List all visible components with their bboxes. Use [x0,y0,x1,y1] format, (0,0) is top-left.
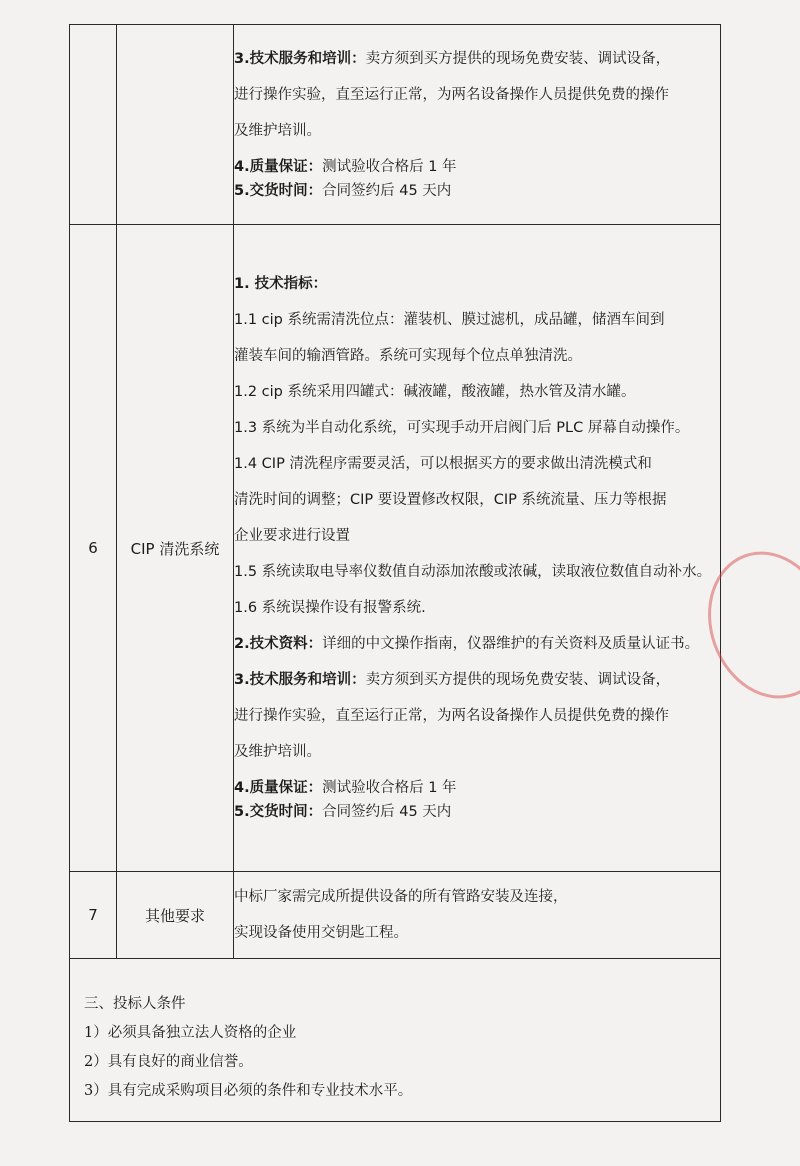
condition-item: 1）必须具备独立法人资格的企业 [84,1025,297,1041]
requirements-cell [234,225,721,872]
requirement-line: 3.技术服务和培训：卖方须到买方提供的现场免费安装、调试设备， [234,672,671,688]
condition-item: 3）具有完成采购项目必须的条件和专业技术水平。 [84,1083,413,1099]
requirement-line: 进行操作实验，直至运行正常，为两名设备操作人员提供免费的操作 [234,708,669,724]
requirement-line: 实现设备使用交钥匙工程。 [234,925,408,941]
row-number-cell [70,25,117,225]
bidder-conditions-section [69,958,721,1122]
requirement-line: 1.5 系统读取电导率仪数值自动添加浓酸或浓碱，读取液位数值自动补水。 [234,564,712,580]
condition-item: 2）具有良好的商业信誉。 [84,1054,253,1070]
requirements-cell [234,25,721,225]
requirement-line: 及维护培训。 [234,744,321,760]
requirement-line: 清洗时间的调整；CIP 要设置修改权限，CIP 系统流量、压力等根据 [234,492,667,508]
requirement-line: 4.质量保证：测试验收合格后 1 年 [234,780,457,796]
requirement-line: 企业要求进行设置 [234,528,350,544]
item-name-cell [117,25,234,225]
item-name-cell: 其他要求 [117,872,234,959]
requirement-line: 4.质量保证：测试验收合格后 1 年 [234,158,457,175]
table-row [70,225,721,872]
requirements-cell [234,872,721,959]
requirement-line: 进行操作实验，直至运行正常，为两名设备操作人员提供免费的操作 [234,86,669,103]
row-number-cell: 6 [70,225,117,872]
requirement-line: 中标厂家需完成所提供设备的所有管路安装及连接， [234,889,568,905]
requirement-line: 灌装车间的输酒管路。系统可实现每个位点单独清洗。 [234,348,582,364]
row-number-cell: 7 [70,872,117,959]
requirement-line: 3.技术服务和培训：卖方须到买方提供的现场免费安装、调试设备， [234,50,671,67]
table-row [70,872,721,959]
requirement-line: 1. 技术指标： [234,276,328,292]
requirement-line: 5.交货时间：合同签约后 45 天内 [234,182,452,199]
table-row [70,25,721,225]
spec-table [69,24,721,959]
section-heading: 三、投标人条件 [84,996,186,1012]
requirement-line: 5.交货时间：合同签约后 45 天内 [234,804,452,820]
requirement-line: 1.1 cip 系统需清洗位点：灌装机、膜过滤机，成品罐，储酒车间到 [234,312,665,328]
requirement-line: 1.4 CIP 清洗程序需要灵活，可以根据买方的要求做出清洗模式和 [234,456,652,472]
requirement-line: 1.3 系统为半自动化系统，可实现手动开启阀门后 PLC 屏幕自动操作。 [234,420,690,436]
requirement-line: 1.6 系统误操作设有报警系统. [234,600,426,616]
item-name-cell: CIP 清洗系统 [117,225,234,872]
requirement-line: 2.技术资料：详细的中文操作指南，仪器维护的有关资料及质量认证书。 [234,636,700,652]
requirement-line: 及维护培训。 [234,122,321,139]
requirement-line: 1.2 cip 系统采用四罐式：碱液罐，酸液罐，热水管及清水罐。 [234,384,636,400]
